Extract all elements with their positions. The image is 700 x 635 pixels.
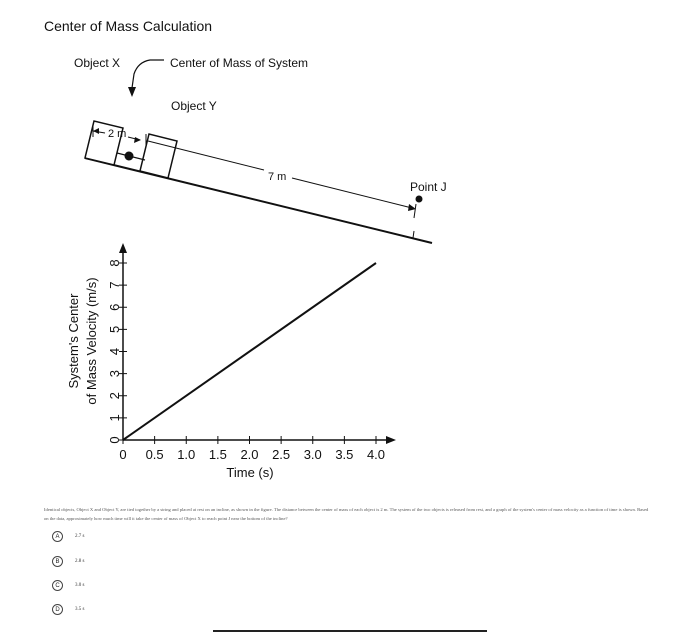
- center-arrow-head: [128, 87, 136, 97]
- x-tick-label: 0.5: [145, 447, 164, 462]
- y-tick-label: 6: [107, 303, 122, 311]
- x-axis-arrowhead: [386, 436, 396, 444]
- label-center-of-mass: Center of Mass of System: [170, 56, 309, 70]
- choice-d[interactable]: [52, 604, 84, 615]
- y-axis-arrowhead: [119, 243, 127, 253]
- x-tick-label: 3.5: [335, 447, 354, 462]
- y-tick-label: 8: [107, 259, 122, 267]
- choice-d-letter: D: [52, 604, 63, 615]
- y-tick-label: 1: [107, 414, 122, 422]
- question-text: Identical objects, Object X and Object Y, are tied together by a string and placed at rest on an incline, as shown in the figure. The distance between the center of mass of each object is 2 m. The system of the two objects is released from rest, and a graph of the system's center of mass velocity as a function of time is shown. Based on the data, approximately how much time will it take the center of mass of Object X to reach point J near the bottom of the incline?: [44, 507, 649, 521]
- y-tick-label: 7: [107, 281, 122, 289]
- y-tick-label: 2: [107, 392, 122, 400]
- label-point-j: Point J: [410, 180, 447, 194]
- label-7m: 7 m: [268, 171, 287, 183]
- choice-b-letter: B: [52, 556, 63, 567]
- point-j-dot: [416, 196, 423, 203]
- choice-a-value: 2.7 s: [75, 534, 85, 539]
- y-tick-label: 3: [107, 370, 122, 378]
- y-tick-label: 0: [107, 436, 122, 444]
- dim-7m-line-b: [292, 178, 412, 208]
- chart-xlabel: Time (s): [226, 465, 274, 480]
- choice-d-value: 3.5 s: [75, 607, 85, 612]
- x-tick-label: 3.0: [303, 447, 322, 462]
- choice-b[interactable]: [52, 556, 84, 567]
- choice-c-letter: C: [52, 580, 63, 591]
- y-tick-label: 5: [107, 325, 122, 333]
- label-2m: 2 m: [108, 128, 127, 140]
- label-object-y: Object Y: [171, 99, 217, 113]
- choice-a-letter: A: [52, 531, 63, 542]
- x-tick-label: 2.5: [272, 447, 291, 462]
- label-object-x: Object X: [74, 56, 121, 70]
- choice-c[interactable]: [52, 580, 84, 591]
- velocity-series-line: [123, 263, 376, 440]
- chart-ylabel-line2: of Mass Velocity (m/s): [84, 277, 99, 405]
- choice-a[interactable]: [52, 531, 84, 542]
- page-title: Center of Mass Calculation: [44, 18, 213, 34]
- x-tick-label: 1.5: [208, 447, 227, 462]
- x-tick-label: 1.0: [177, 447, 196, 462]
- x-tick-label: 2.0: [240, 447, 259, 462]
- center-of-mass-dot: [125, 152, 134, 161]
- x-tick-label: 0: [119, 447, 127, 462]
- chart-ylabel-line1: System's Center: [66, 293, 81, 389]
- velocity-chart: [0, 235, 700, 485]
- x-tick-label: 4.0: [366, 447, 386, 462]
- dim-2m-arrowhead-right: [134, 137, 141, 143]
- center-arrow: [132, 60, 164, 88]
- dim-7m-end: [414, 204, 416, 218]
- horizontal-scrollbar[interactable]: [213, 630, 487, 632]
- choice-c-value: 3.0 s: [75, 583, 85, 588]
- choice-b-value: 2.8 s: [75, 559, 85, 564]
- y-tick-label: 4: [107, 347, 122, 356]
